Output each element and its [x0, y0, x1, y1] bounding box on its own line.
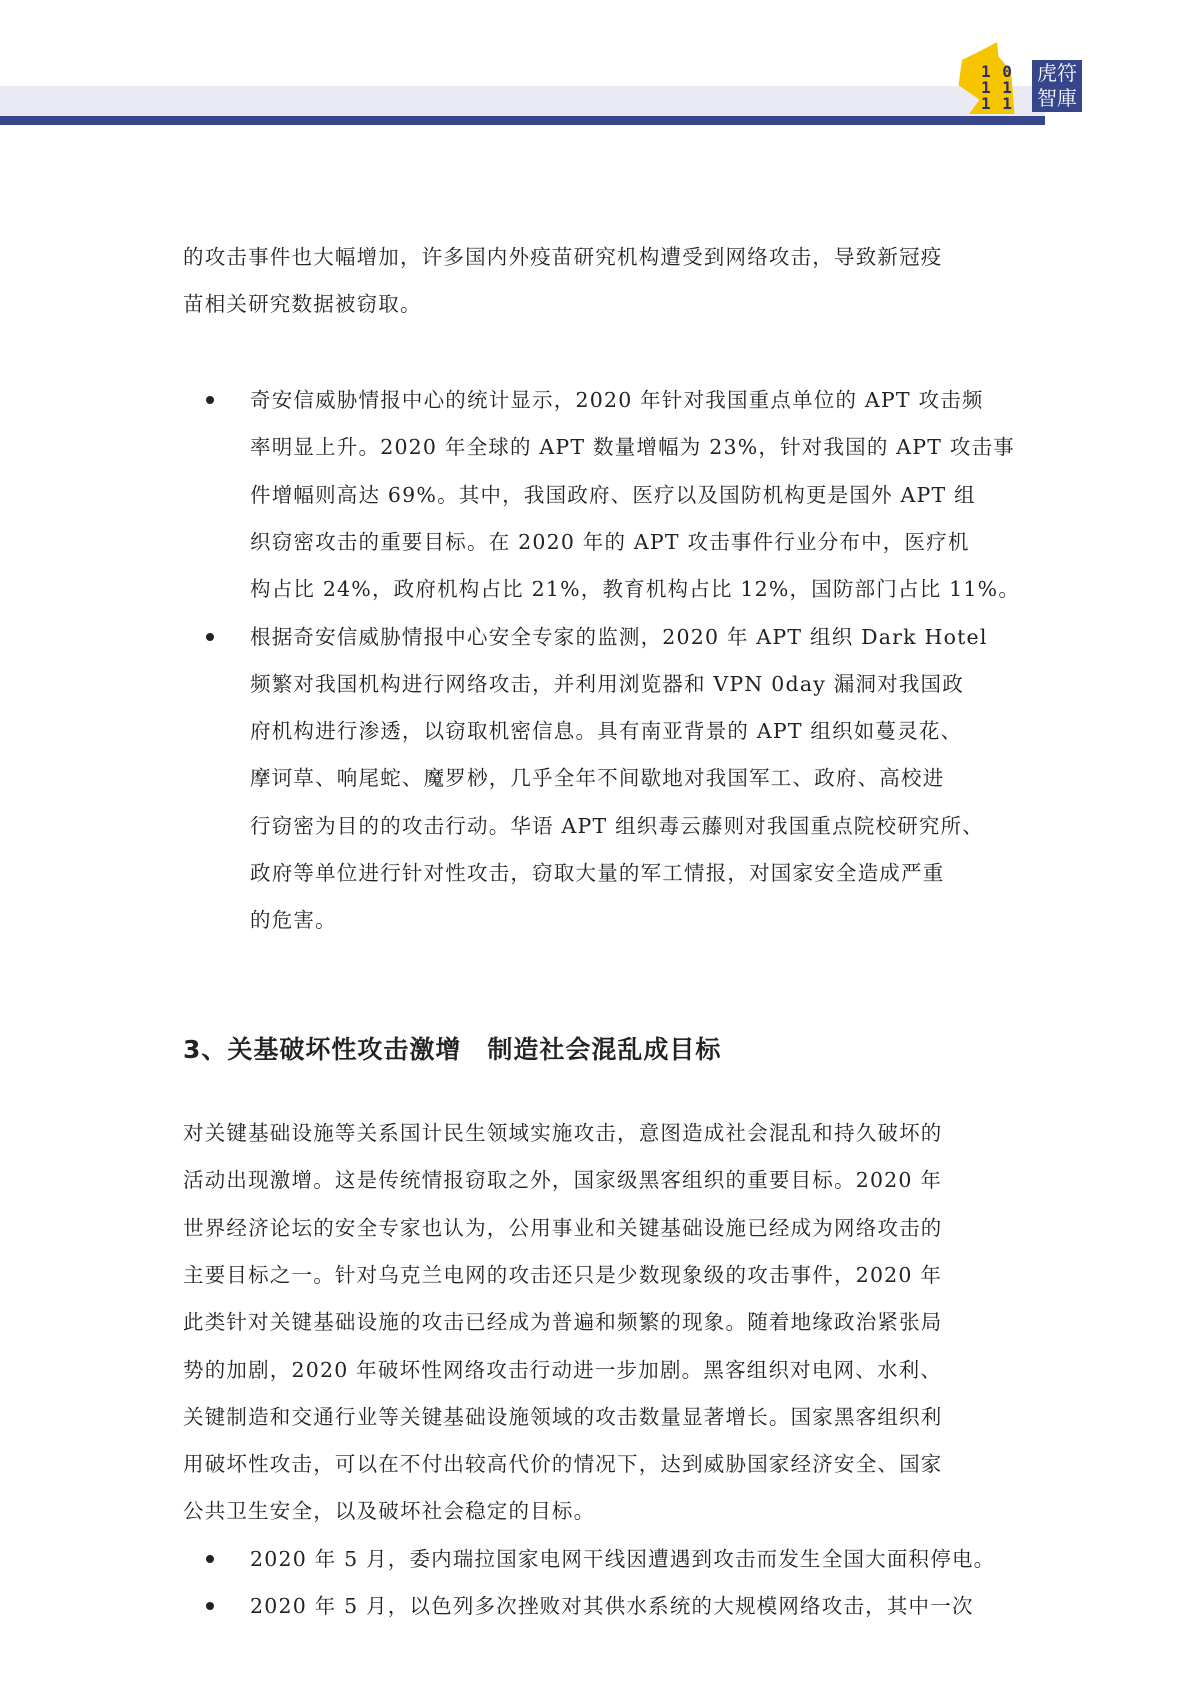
text-line: 主要目标之一。针对乌克兰电网的攻击还只是少数现象级的攻击事件，2020 年 [183, 1262, 943, 1287]
text-line: 的攻击事件也大幅增加，许多国内外疫苗研究机构遭受到网络攻击，导致新冠疫 [183, 245, 943, 269]
text-line: 府机构进行渗透，以窃取机密信息。具有南亚背景的 APT 组织如蔓灵花、 [250, 719, 963, 744]
text-line: 件增幅则高达 69%。其中，我国政府、医疗以及国防机构更是国外 APT 组 [250, 482, 976, 507]
text-line: 行窃密为目的的攻击行动。华语 APT 组织毒云藤则对我国重点院校研究所、 [250, 813, 985, 838]
text-line: 2020 年 5 月，以色列多次挫败对其供水系统的大规模网络攻击，其中一次 [250, 1594, 974, 1619]
text-line: 构占比 24%，政府机构占比 21%，教育机构占比 12%，国防部门占比 11%。 [250, 577, 1021, 602]
text-line: 苗相关研究数据被窃取。 [183, 292, 422, 317]
bullet-icon [206, 396, 214, 404]
text-line: 势的加剧，2020 年破坏性网络攻击行动进一步加剧。黑客组织对电网、水利、 [183, 1357, 943, 1382]
text-line: 世界经济论坛的安全专家也认为，公用事业和关键基础设施已经成为网络攻击的 [183, 1215, 943, 1240]
bullet-icon [206, 633, 214, 641]
bullet-icon [206, 1602, 214, 1610]
text-line: 对关键基础设施等关系国计民生领域实施攻击，意图造成社会混乱和持久破坏的 [183, 1121, 943, 1145]
logo-bits: 1 0 1 1 1 1 [981, 62, 1013, 113]
text-line: 率明显上升。2020 年全球的 APT 数量增幅为 23%，针对我国的 APT 攻击事 [250, 435, 1015, 460]
text-line: 奇安信威胁情报中心的统计显示，2020 年针对我国重点单位的 APT 攻击频 [250, 388, 984, 412]
text-line: 2020 年 5 月，委内瑞拉国家电网干线因遭遇到攻击而发生全国大面积停电。 [250, 1547, 996, 1571]
text-line: 频繁对我国机构进行网络攻击，并利用浏览器和 VPN 0day 漏洞对我国政 [250, 671, 964, 696]
header-bar [0, 116, 1045, 125]
text-line: 公共卫生安全，以及破坏社会稳定的目标。 [183, 1499, 596, 1524]
text-line: 织窃密攻击的重要目标。在 2020 年的 APT 攻击事件行业分布中，医疗机 [250, 529, 970, 554]
logo [955, 42, 1085, 114]
text-line: 用破坏性攻击，可以在不付出较高代价的情况下，达到威胁国家经济安全、国家 [183, 1452, 943, 1477]
logo-text: 虎符 智庫 [1032, 60, 1082, 112]
text-line: 此类针对关键基础设施的攻击已经成为普遍和频繁的现象。随着地缘政治紧张局 [183, 1310, 943, 1335]
text-line: 摩诃草、响尾蛇、魔罗桫，几乎全年不间歇地对我国军工、政府、高校进 [250, 766, 945, 791]
text-line: 政府等单位进行针对性攻击，窃取大量的军工情报，对国家安全造成严重 [250, 861, 945, 885]
section-heading: 3、关基破坏性攻击激增 制造社会混乱成目标 [183, 1035, 722, 1064]
header-band [0, 86, 1045, 116]
bullet-icon [206, 1555, 214, 1563]
text-line: 的危害。 [250, 908, 337, 933]
text-line: 关键制造和交通行业等关键基础设施领域的攻击数量显著增长。国家黑客组织利 [183, 1404, 943, 1429]
text-line: 根据奇安信威胁情报中心安全专家的监测，2020 年 APT 组织 Dark Hotel [250, 624, 988, 649]
text-line: 活动出现激增。这是传统情报窃取之外，国家级黑客组织的重要目标。2020 年 [183, 1168, 943, 1193]
